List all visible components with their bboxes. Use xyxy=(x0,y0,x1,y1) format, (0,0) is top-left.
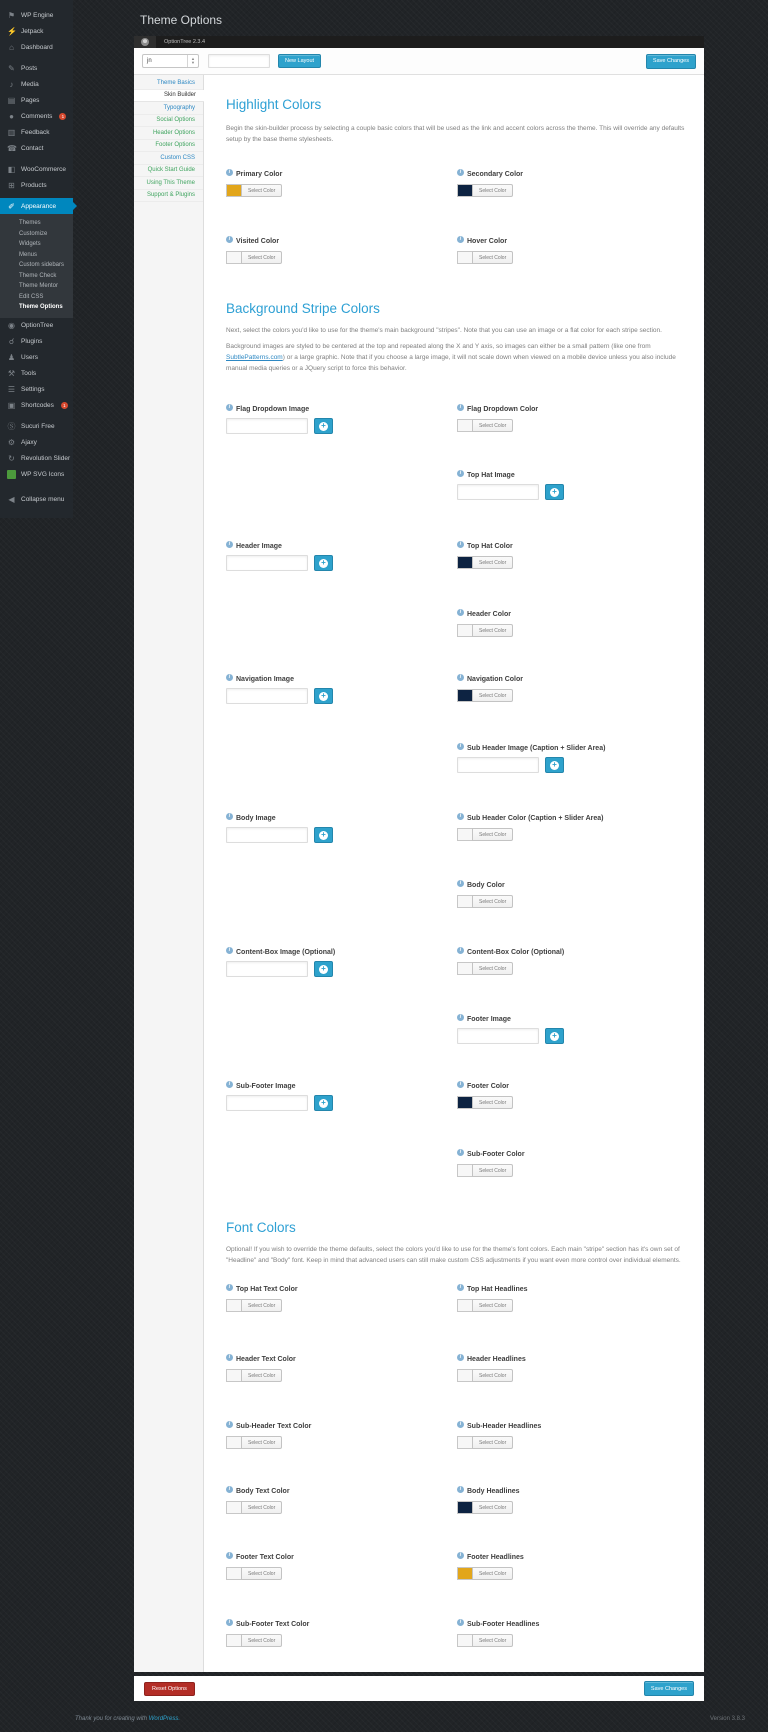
sidebar-item-posts[interactable]: ✎ Posts xyxy=(8,63,38,73)
submenu-item-edit-css[interactable]: Edit CSS xyxy=(19,293,44,300)
layout-select[interactable]: jn ▲ ▼ xyxy=(142,54,199,68)
field-hover-color: i Hover Color Select Color xyxy=(457,238,513,264)
tab-theme-basics[interactable]: Theme Basics xyxy=(134,77,203,90)
field-content-box-image: i Content-Box Image (Optional) + xyxy=(226,949,335,977)
color-swatch xyxy=(457,689,473,702)
menu-separator xyxy=(0,483,73,492)
info-icon[interactable]: i xyxy=(226,541,233,548)
plus-icon: + xyxy=(319,692,328,701)
section-title-font-colors: Font Colors xyxy=(226,1220,296,1235)
sidebar-item-contact[interactable]: ☎ Contact xyxy=(7,143,44,153)
color-swatch xyxy=(457,895,473,908)
info-icon[interactable]: i xyxy=(457,1619,464,1626)
sidebar-item-settings[interactable]: ☰ Settings xyxy=(7,385,45,394)
select-color-button[interactable]: Select Color xyxy=(472,1567,513,1580)
select-color-button[interactable]: Select Color xyxy=(472,1436,513,1449)
color-swatch xyxy=(457,624,473,637)
info-icon[interactable]: i xyxy=(457,1486,464,1493)
sidebar-item-wp-svg-icons[interactable]: ▬ WP SVG Icons xyxy=(7,470,65,479)
sidebar-item-woocommerce[interactable]: ◧ WooCommerce xyxy=(7,164,67,174)
sidebar-item-jetpack[interactable]: ⚡ Jetpack xyxy=(7,26,44,36)
image-url-input[interactable] xyxy=(226,1095,308,1111)
info-icon[interactable]: i xyxy=(457,1284,464,1291)
info-icon[interactable]: i xyxy=(457,1354,464,1361)
info-icon[interactable]: i xyxy=(226,1421,233,1428)
appearance-submenu xyxy=(0,214,73,318)
wp-svg-icons-icon: ▬ xyxy=(7,470,16,479)
color-swatch xyxy=(457,556,473,569)
plus-icon: + xyxy=(550,761,559,770)
admin-sidebar xyxy=(0,0,73,518)
wpengine-icon: ⚑ xyxy=(7,10,16,20)
info-icon[interactable]: i xyxy=(457,813,464,820)
add-media-button[interactable] xyxy=(314,961,333,977)
tab-typography[interactable]: Typography xyxy=(134,102,203,115)
image-url-input[interactable] xyxy=(226,827,308,843)
panel-bottom-bar xyxy=(134,1676,704,1701)
select-color-button[interactable]: Select Color xyxy=(241,1567,282,1580)
tab-using-this-theme[interactable]: Using This Theme xyxy=(134,177,203,190)
sidebar-item-shortcodes[interactable]: ▣ Shortcodes 1 xyxy=(0,398,73,414)
optiontree-panel xyxy=(134,36,704,1672)
field-footer-text-color: i Footer Text Color Select Color xyxy=(226,1554,294,1580)
field-sub-footer-headlines: i Sub-Footer Headlines Select Color xyxy=(457,1621,539,1647)
sidebar-item-revolution-slider[interactable]: ↻ Revolution Slider xyxy=(8,454,71,463)
color-swatch xyxy=(226,184,242,197)
submenu-item-theme-check[interactable]: Theme Check xyxy=(19,272,57,279)
info-icon[interactable]: i xyxy=(226,1354,233,1361)
section-desc-highlight-colors: Begin the skin-builder process by selecting a couple basic colors that will be used as the link and accent colors across the theme. This will override any defaults setup by the base theme stylesheets. xyxy=(226,125,685,143)
field-primary-color: i Primary Color Select Color xyxy=(226,171,282,197)
add-media-button[interactable] xyxy=(545,484,564,500)
woocommerce-icon: ◧ xyxy=(7,164,16,174)
submenu-item-menus[interactable]: Menus xyxy=(19,251,38,258)
select-color-button[interactable]: Select Color xyxy=(472,1369,513,1382)
field-top-hat-headlines: i Top Hat Headlines Select Color xyxy=(457,1286,528,1312)
plus-icon: + xyxy=(319,831,328,840)
submenu-item-theme-mentor[interactable]: Theme Mentor xyxy=(19,283,59,290)
info-icon[interactable]: i xyxy=(457,404,464,411)
select-color-button[interactable]: Select Color xyxy=(472,689,513,702)
section-desc-stripes-1: Next, select the colors you'd like to use for the theme's main background "stripes". Note that you can use an image or a flat color for each stripe section. xyxy=(226,327,662,334)
contact-icon: ☎ xyxy=(7,143,17,153)
color-swatch xyxy=(226,1436,242,1449)
info-icon[interactable]: i xyxy=(457,674,464,681)
users-icon: ♟ xyxy=(7,353,16,362)
select-color-button[interactable]: Select Color xyxy=(472,184,513,197)
info-icon[interactable]: i xyxy=(457,541,464,548)
field-top-hat-text-color: i Top Hat Text Color Select Color xyxy=(226,1286,298,1312)
info-icon[interactable]: i xyxy=(457,169,464,176)
field-header-text-color: i Header Text Color Select Color xyxy=(226,1356,296,1382)
color-swatch xyxy=(226,1501,242,1514)
field-body-headlines: i Body Headlines Select Color xyxy=(457,1488,520,1514)
section-title-highlight-colors: Highlight Colors xyxy=(226,97,322,112)
wordpress-link[interactable]: WordPress. xyxy=(148,1716,181,1722)
select-color-button[interactable]: Select Color xyxy=(472,251,513,264)
info-icon[interactable]: i xyxy=(226,1081,233,1088)
color-swatch xyxy=(457,251,473,264)
color-swatch xyxy=(457,1164,473,1177)
field-top-hat-image: i Top Hat Image + xyxy=(457,472,564,500)
field-header-headlines: i Header Headlines Select Color xyxy=(457,1356,526,1382)
info-icon[interactable]: i xyxy=(226,947,233,954)
image-url-input[interactable] xyxy=(226,418,308,434)
color-swatch xyxy=(226,1634,242,1647)
tab-footer-options[interactable]: Footer Options xyxy=(134,140,203,153)
info-icon[interactable]: i xyxy=(226,1486,233,1493)
field-sub-footer-text-color: i Sub-Footer Text Color Select Color xyxy=(226,1621,309,1647)
info-icon[interactable]: i xyxy=(226,1284,233,1291)
collapse-menu-button[interactable]: ◀ Collapse menu xyxy=(8,495,65,504)
section-desc-stripes-2: Background images are styled to be centered at the top and repeated along the X and Y axis, so images can either be a small pattern (like one from SubtlePatterns.com) or a large graphic. Note that if you choose a large image, it will not scale down when viewed on a mobile device unless you also include manual media queries or a JQuery script to force this behavior. xyxy=(226,343,676,372)
field-footer-image: i Footer Image + xyxy=(457,1016,564,1044)
sidebar-item-pages[interactable]: ▤ Pages xyxy=(7,95,40,105)
optiontree-icon: ◉ xyxy=(8,321,15,330)
info-icon[interactable]: i xyxy=(457,743,464,750)
sucuri-icon: Ⓢ xyxy=(7,422,16,431)
field-secondary-color: i Secondary Color Select Color xyxy=(457,171,523,197)
field-sub-header-color: i Sub Header Color (Caption + Slider Area) Select Color xyxy=(457,815,603,841)
sidebar-item-plugins[interactable]: ☌ Plugins xyxy=(8,337,43,346)
media-icon: ♪ xyxy=(9,79,14,89)
info-icon[interactable]: i xyxy=(457,880,464,887)
image-url-input[interactable] xyxy=(457,484,539,500)
plus-icon: + xyxy=(319,422,328,431)
sidebar-item-comments[interactable]: ● Comments 1 xyxy=(0,108,73,124)
submenu-item-theme-options[interactable]: Theme Options xyxy=(19,304,63,311)
info-icon[interactable]: i xyxy=(226,1552,233,1559)
color-swatch xyxy=(457,1369,473,1382)
footer-version-text: Version 3.8.3 xyxy=(709,1716,745,1722)
select-color-button[interactable]: Select Color xyxy=(241,251,282,264)
new-layout-name-input[interactable] xyxy=(208,54,270,68)
sidebar-item-products[interactable]: ⊞ Products xyxy=(8,180,47,190)
field-body-text-color: i Body Text Color Select Color xyxy=(226,1488,290,1514)
jetpack-icon: ⚡ xyxy=(7,26,17,36)
info-icon[interactable]: i xyxy=(457,1149,464,1156)
color-swatch xyxy=(457,1096,473,1109)
tab-social-options[interactable]: Social Options xyxy=(134,115,203,128)
image-url-input[interactable] xyxy=(226,688,308,704)
field-footer-color: i Footer Color Select Color xyxy=(457,1083,513,1109)
pages-icon: ▤ xyxy=(7,95,16,105)
gear-icon: ⚙ xyxy=(7,438,16,447)
field-visited-color: i Visited Color Select Color xyxy=(226,238,282,264)
sidebar-item-sucuri-free[interactable]: Ⓢ Sucuri Free xyxy=(7,422,55,431)
plugins-icon: ☌ xyxy=(8,337,15,346)
plus-icon: + xyxy=(550,488,559,497)
field-sub-header-image: i Sub Header Image (Caption + Slider Area) + xyxy=(457,745,605,773)
field-flag-dropdown-color: i Flag Dropdown Color Select Color xyxy=(457,406,538,432)
field-footer-headlines: i Footer Headlines Select Color xyxy=(457,1554,524,1580)
select-color-button[interactable]: Select Color xyxy=(472,1164,513,1177)
color-swatch xyxy=(226,251,242,264)
sidebar-item-ajaxy[interactable]: ⚙ Ajaxy xyxy=(7,438,37,447)
select-color-button[interactable]: Select Color xyxy=(241,1501,282,1514)
tab-quick-start-guide[interactable]: Quick Start Guide xyxy=(134,165,203,178)
reset-options-button[interactable]: Reset Options xyxy=(144,1682,195,1696)
add-media-button[interactable] xyxy=(314,827,333,843)
field-navigation-image: i Navigation Image + xyxy=(226,676,333,704)
field-sub-header-text-color: i Sub-Header Text Color Select Color xyxy=(226,1423,311,1449)
submenu-item-customize[interactable]: Customize xyxy=(19,230,48,237)
info-icon[interactable]: i xyxy=(226,236,233,243)
select-color-button[interactable]: Select Color xyxy=(472,828,513,841)
select-color-button[interactable]: Select Color xyxy=(472,624,513,637)
settings-content xyxy=(204,75,704,1672)
add-media-button[interactable] xyxy=(545,1028,564,1044)
add-media-button[interactable] xyxy=(314,1095,333,1111)
footer-thanks-text: Thank you for creating with WordPress. xyxy=(75,1716,181,1722)
info-icon[interactable]: i xyxy=(457,1014,464,1021)
save-changes-button-bottom[interactable]: Save Changes xyxy=(644,1681,694,1696)
add-media-button[interactable] xyxy=(314,555,333,571)
color-swatch xyxy=(457,1436,473,1449)
tab-support-plugins[interactable]: Support & Plugins xyxy=(134,190,203,203)
color-swatch xyxy=(457,1567,473,1580)
dashboard-icon: ⌂ xyxy=(9,42,14,52)
submenu-item-widgets[interactable]: Widgets xyxy=(19,241,41,248)
appearance-icon: ✐ xyxy=(8,201,15,211)
select-color-button[interactable]: Select Color xyxy=(472,962,513,975)
sidebar-item-users[interactable]: ♟ Users xyxy=(7,353,38,362)
shortcodes-count-badge: 1 xyxy=(61,402,68,409)
section-title-background-stripe-colors: Background Stripe Colors xyxy=(226,301,380,316)
info-icon[interactable]: i xyxy=(457,470,464,477)
field-top-hat-color: i Top Hat Color Select Color xyxy=(457,543,513,569)
image-url-input[interactable] xyxy=(457,1028,539,1044)
sidebar-item-feedback[interactable]: ▥ Feedback xyxy=(7,127,50,137)
select-color-button[interactable]: Select Color xyxy=(241,184,282,197)
color-swatch xyxy=(457,419,473,432)
sidebar-item-dashboard[interactable]: ⌂ Dashboard xyxy=(0,39,73,55)
optiontree-toolbar xyxy=(134,48,704,75)
select-color-button[interactable]: Select Color xyxy=(472,895,513,908)
info-icon[interactable]: i xyxy=(457,1552,464,1559)
add-media-button[interactable] xyxy=(545,757,564,773)
admin-footer xyxy=(0,1716,768,1722)
tab-custom-css[interactable]: Custom CSS xyxy=(134,152,203,165)
select-color-button[interactable]: Select Color xyxy=(472,419,513,432)
collapse-arrow-icon: ◀ xyxy=(8,495,15,504)
select-color-button[interactable]: Select Color xyxy=(241,1634,282,1647)
slider-rotate-icon: ↻ xyxy=(8,454,15,463)
select-color-button[interactable]: Select Color xyxy=(472,556,513,569)
color-swatch xyxy=(457,1634,473,1647)
submenu-item-custom-sidebars[interactable]: Custom sidebars xyxy=(19,262,65,269)
optiontree-version: OptionTree 2.3.4 xyxy=(164,39,206,45)
tab-skin-builder[interactable]: Skin Builder xyxy=(134,90,204,103)
spinner-icon[interactable]: ▲ ▼ xyxy=(187,55,198,67)
info-icon[interactable]: i xyxy=(226,813,233,820)
field-body-color: i Body Color Select Color xyxy=(457,882,513,908)
optiontree-logo-icon xyxy=(141,38,149,46)
info-icon[interactable]: i xyxy=(457,947,464,954)
info-icon[interactable]: i xyxy=(226,169,233,176)
tab-header-options[interactable]: Header Options xyxy=(134,127,203,140)
image-url-input[interactable] xyxy=(226,555,308,571)
info-icon[interactable]: i xyxy=(226,1619,233,1626)
select-color-button[interactable]: Select Color xyxy=(472,1501,513,1514)
comments-icon: ● xyxy=(9,111,14,121)
sidebar-item-media[interactable]: ♪ Media xyxy=(0,76,73,92)
select-color-button[interactable]: Select Color xyxy=(241,1299,282,1312)
info-icon[interactable]: i xyxy=(457,1421,464,1428)
field-sub-footer-color: i Sub-Footer Color Select Color xyxy=(457,1151,525,1177)
subtlepatterns-link[interactable]: SubtlePatterns.com xyxy=(226,354,283,361)
add-media-button[interactable] xyxy=(314,418,333,434)
field-body-image: i Body Image + xyxy=(226,815,333,843)
plus-icon: + xyxy=(319,1099,328,1108)
color-swatch xyxy=(226,1299,242,1312)
select-color-button[interactable]: Select Color xyxy=(472,1096,513,1109)
sidebar-item-tools[interactable]: ⚒ Tools xyxy=(7,369,37,378)
posts-icon: ✎ xyxy=(8,63,15,73)
sidebar-item-optiontree[interactable]: ◉ OptionTree xyxy=(8,321,54,330)
section-desc-font-colors: Optional! If you wish to override the theme defaults, select the colors you'd like to use for the theme's font colors. Each main "stripe" section has it's own set of "Headline" and "Body" font. Keep in mind that advanced users can still make custom CSS adjustments if you want even more control over individual elements. xyxy=(226,1246,681,1264)
plus-icon: + xyxy=(319,559,328,568)
plus-icon: + xyxy=(319,965,328,974)
field-content-box-color: i Content-Box Color (Optional) Select Color xyxy=(457,949,564,975)
field-sub-header-headlines: i Sub-Header Headlines Select Color xyxy=(457,1423,541,1449)
settings-icon: ☰ xyxy=(7,385,16,394)
select-color-button[interactable]: Select Color xyxy=(241,1369,282,1382)
comments-count-badge: 1 xyxy=(59,113,66,120)
plus-icon: + xyxy=(550,1032,559,1041)
submenu-item-themes[interactable]: Themes xyxy=(19,220,41,227)
field-header-color: i Header Color Select Color xyxy=(457,611,513,637)
color-swatch xyxy=(457,184,473,197)
new-layout-button[interactable]: New Layout xyxy=(278,54,321,68)
color-swatch xyxy=(457,1299,473,1312)
feedback-icon: ▥ xyxy=(7,127,16,137)
page-title: Theme Options xyxy=(140,13,223,27)
add-media-button[interactable] xyxy=(314,688,333,704)
tools-icon: ⚒ xyxy=(7,369,16,378)
field-flag-dropdown-image: i Flag Dropdown Image + xyxy=(226,406,333,434)
sidebar-item-wp-engine[interactable]: ⚑ WP Engine xyxy=(7,10,54,20)
shortcodes-icon: ▣ xyxy=(7,401,16,410)
field-header-image: i Header Image + xyxy=(226,543,333,571)
select-color-button[interactable]: Select Color xyxy=(472,1634,513,1647)
color-swatch xyxy=(457,962,473,975)
info-icon[interactable]: i xyxy=(226,404,233,411)
info-icon[interactable]: i xyxy=(457,609,464,616)
sidebar-item-appearance[interactable]: ✐ Appearance xyxy=(0,198,73,214)
image-url-input[interactable] xyxy=(457,757,539,773)
products-icon: ⊞ xyxy=(8,180,15,190)
image-url-input[interactable] xyxy=(226,961,308,977)
select-color-button[interactable]: Select Color xyxy=(241,1436,282,1449)
info-icon[interactable]: i xyxy=(457,236,464,243)
section-tabs xyxy=(134,75,204,1672)
color-swatch xyxy=(457,1501,473,1514)
info-icon[interactable]: i xyxy=(226,674,233,681)
select-color-button[interactable]: Select Color xyxy=(472,1299,513,1312)
info-icon[interactable]: i xyxy=(457,1081,464,1088)
field-navigation-color: i Navigation Color Select Color xyxy=(457,676,523,702)
color-swatch xyxy=(226,1567,242,1580)
field-sub-footer-image: i Sub-Footer Image + xyxy=(226,1083,333,1111)
color-swatch xyxy=(226,1369,242,1382)
optiontree-header xyxy=(134,36,704,48)
save-changes-button-top[interactable]: Save Changes xyxy=(646,54,696,69)
color-swatch xyxy=(457,828,473,841)
